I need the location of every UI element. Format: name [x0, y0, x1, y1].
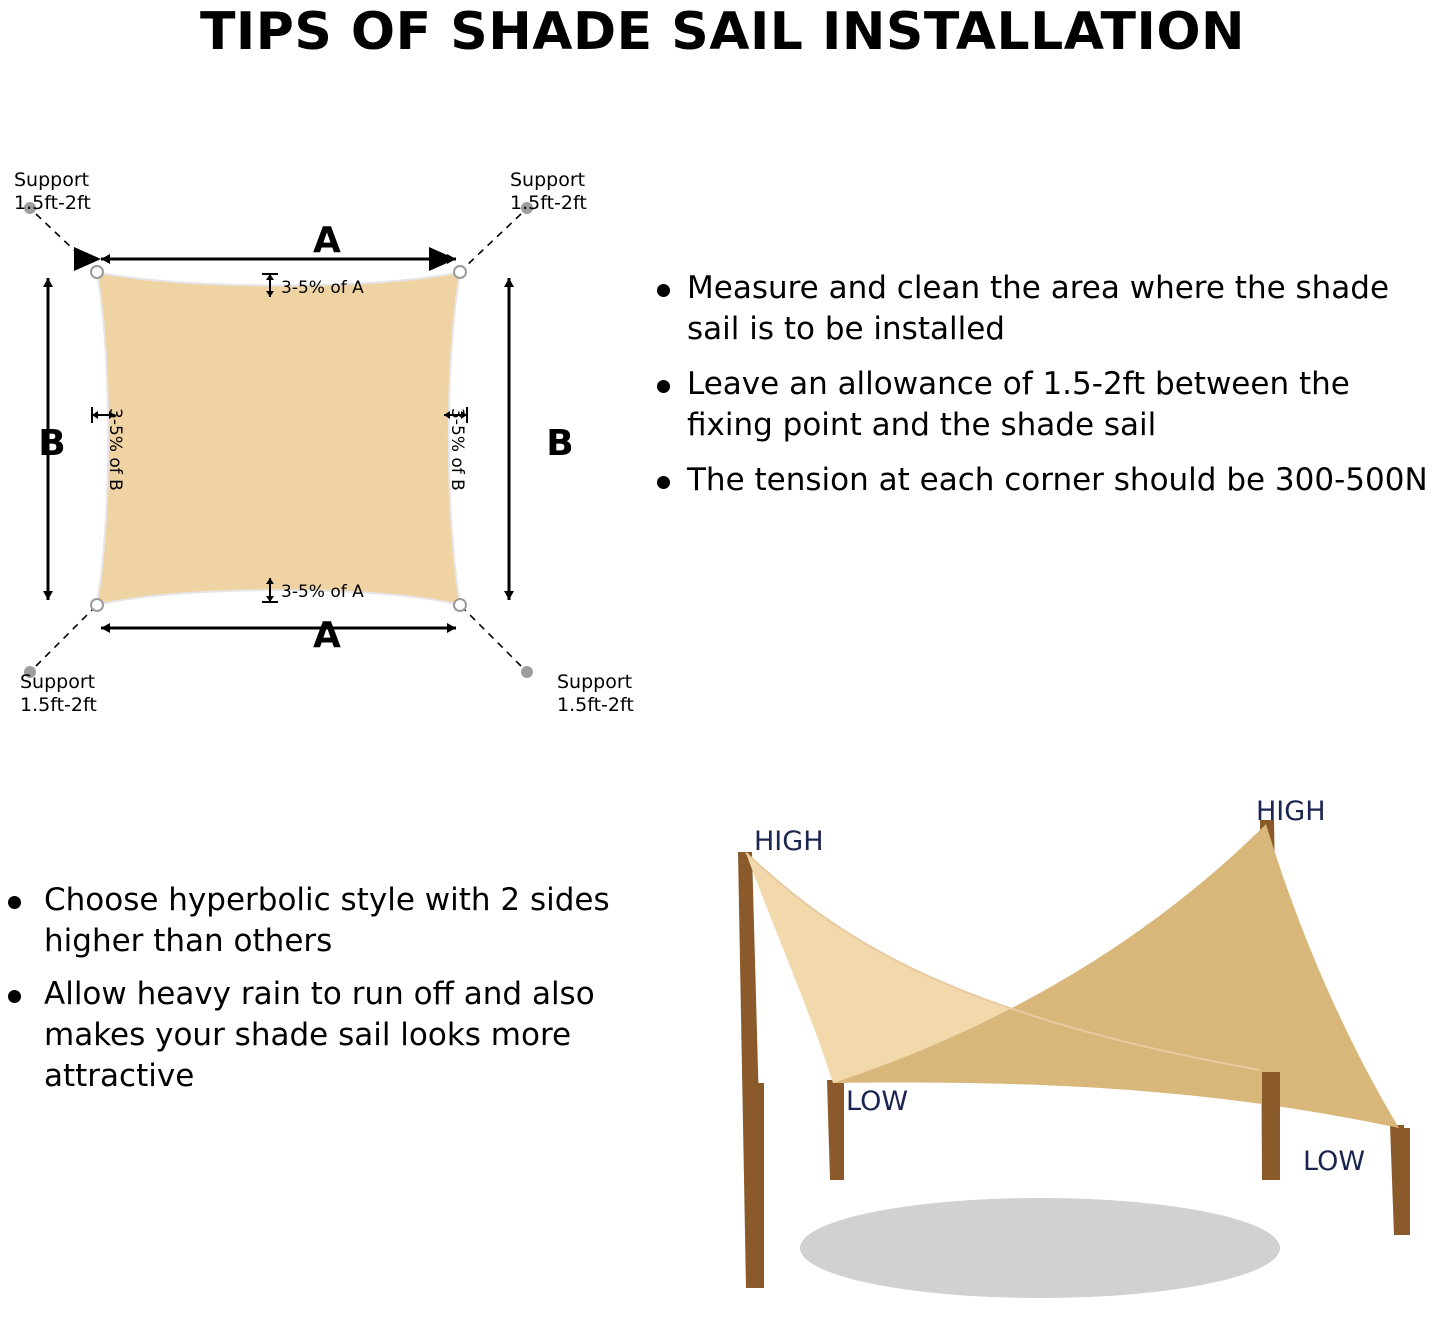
top-diagram-container — [0, 160, 660, 730]
shade-sail-shape — [97, 272, 460, 605]
ground-shadow — [800, 1198, 1280, 1298]
list-item: Measure and clean the area where the shade sail is to be installed — [645, 268, 1445, 350]
support-label-bottom-right-line1: Support — [557, 671, 633, 693]
support-label-top-right-line2: 1.5ft-2ft — [510, 192, 587, 214]
curve-label-top: 3-5% of A — [281, 278, 364, 298]
page-title: TIPS OF SHADE SAIL INSTALLATION — [199, 2, 1246, 62]
label-high-right: HIGH — [1256, 796, 1326, 827]
curve-label-right: 3-5% of B — [447, 408, 467, 491]
list-item: The tension at each corner should be 300-500N — [645, 460, 1445, 501]
list-item: Choose hyperbolic style with 2 sides higher than others — [0, 880, 620, 962]
support-dot-bottom-right — [521, 666, 533, 678]
list-item: Allow heavy rain to run off and also makes your shade sail looks more attractive — [0, 974, 620, 1097]
label-high-left: HIGH — [754, 826, 824, 857]
support-label-bottom-right-line2: 1.5ft-2ft — [557, 694, 634, 716]
list-item: Leave an allowance of 1.5-2ft between the fixing point and the shade sail — [645, 364, 1445, 446]
curve-label-left: 3-5% of B — [105, 408, 125, 491]
label-low-right: LOW — [1303, 1146, 1366, 1177]
curve-label-bottom: 3-5% of A — [281, 582, 364, 602]
support-label-top-right-line1: Support — [510, 169, 586, 191]
tips-list-left — [0, 880, 620, 1109]
support-label-top-left-line2: 1.5ft-2ft — [14, 192, 91, 214]
dimension-label-left-B: B — [38, 423, 66, 464]
dimension-label-top-A: A — [313, 220, 341, 261]
support-label-top-left-line1: Support — [14, 169, 90, 191]
bottom-diagram-container — [620, 780, 1445, 1319]
support-label-bottom-left-line1: Support — [20, 671, 96, 693]
tips-list-right — [645, 268, 1445, 515]
label-low-left: LOW — [846, 1086, 909, 1117]
support-label-bottom-left-line2: 1.5ft-2ft — [20, 694, 97, 716]
dimension-label-bottom-A: A — [313, 615, 341, 656]
dimension-label-right-B: B — [546, 423, 574, 464]
